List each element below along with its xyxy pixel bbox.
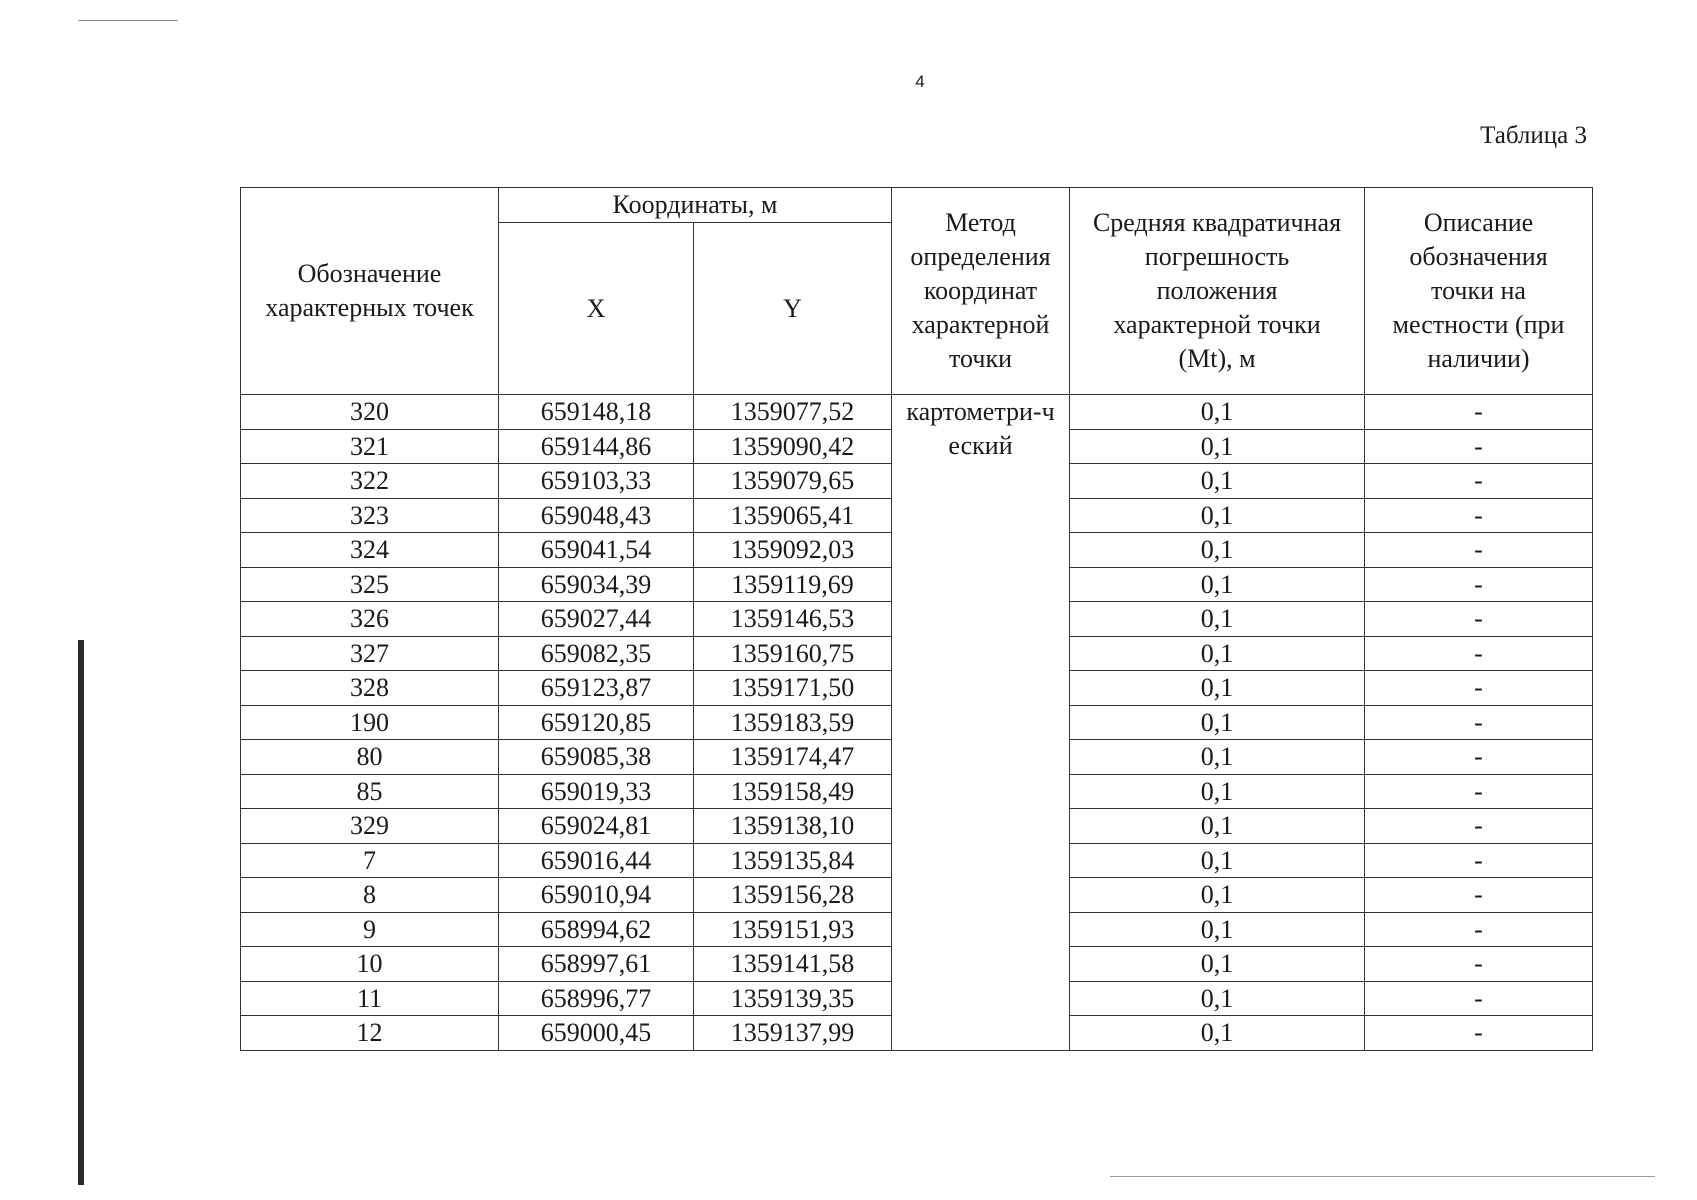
cell-mt: 0,1 xyxy=(1070,1016,1365,1051)
cell-point: 190 xyxy=(241,705,499,740)
cell-point: 320 xyxy=(241,395,499,430)
cell-y: 1359137,99 xyxy=(694,1016,892,1051)
header-mean-square-error-text: Средняя квадратичная погрешность положения характерной точки (Mt), м xyxy=(1092,208,1342,373)
header-coordinates-text: Координаты, м xyxy=(612,190,778,219)
cell-y: 1359158,49 xyxy=(694,774,892,809)
cell-y: 1359174,47 xyxy=(694,740,892,775)
cell-mt: 0,1 xyxy=(1070,533,1365,568)
table-caption: Таблица 3 xyxy=(1480,122,1587,149)
cell-y: 1359065,41 xyxy=(694,498,892,533)
cell-desc: - xyxy=(1365,947,1593,982)
cell-x: 659000,45 xyxy=(499,1016,694,1051)
header-method xyxy=(892,188,1070,395)
cell-y: 1359139,35 xyxy=(694,981,892,1016)
cell-mt: 0,1 xyxy=(1070,947,1365,982)
cell-y: 1359090,42 xyxy=(694,429,892,464)
cell-mt: 0,1 xyxy=(1070,429,1365,464)
cell-point: 85 xyxy=(241,774,499,809)
cell-x: 659019,33 xyxy=(499,774,694,809)
cell-mt: 0,1 xyxy=(1070,636,1365,671)
cell-mt: 0,1 xyxy=(1070,740,1365,775)
cell-point: 327 xyxy=(241,636,499,671)
cell-point: 324 xyxy=(241,533,499,568)
header-point-designation-text: Обозначение характерных точек xyxy=(265,259,474,322)
cell-x: 659016,44 xyxy=(499,843,694,878)
cell-y: 1359151,93 xyxy=(694,912,892,947)
cell-mt: 0,1 xyxy=(1070,567,1365,602)
cell-point: 10 xyxy=(241,947,499,982)
scan-artifact-left-edge xyxy=(78,640,84,1185)
cell-y: 1359160,75 xyxy=(694,636,892,671)
cell-desc: - xyxy=(1365,533,1593,568)
cell-point: 329 xyxy=(241,809,499,844)
cell-desc: - xyxy=(1365,464,1593,499)
cell-y: 1359135,84 xyxy=(694,843,892,878)
cell-point: 325 xyxy=(241,567,499,602)
header-y-text: Y xyxy=(783,293,802,323)
header-method-text: Метод определения координат характерной точки xyxy=(910,208,1051,373)
cell-point: 11 xyxy=(241,981,499,1016)
cell-desc: - xyxy=(1365,602,1593,637)
cell-mt: 0,1 xyxy=(1070,981,1365,1016)
cell-method xyxy=(892,395,1070,1051)
cell-y: 1359079,65 xyxy=(694,464,892,499)
cell-mt: 0,1 xyxy=(1070,774,1365,809)
cell-y: 1359119,69 xyxy=(694,567,892,602)
cell-mt: 0,1 xyxy=(1070,602,1365,637)
header-y xyxy=(694,223,892,395)
cell-desc: - xyxy=(1365,1016,1593,1051)
header-coordinates xyxy=(499,188,892,223)
cell-x: 659027,44 xyxy=(499,602,694,637)
header-mean-square-error xyxy=(1070,188,1365,395)
page-number: 4 xyxy=(915,72,925,91)
cell-desc: - xyxy=(1365,498,1593,533)
cell-x: 659120,85 xyxy=(499,705,694,740)
cell-x: 659144,86 xyxy=(499,429,694,464)
cell-desc: - xyxy=(1365,705,1593,740)
coordinates-table xyxy=(240,187,1593,1051)
cell-desc: - xyxy=(1365,981,1593,1016)
cell-x: 658997,61 xyxy=(499,947,694,982)
cell-mt: 0,1 xyxy=(1070,843,1365,878)
cell-point: 328 xyxy=(241,671,499,706)
cell-mt: 0,1 xyxy=(1070,671,1365,706)
cell-mt: 0,1 xyxy=(1070,464,1365,499)
cell-x: 659034,39 xyxy=(499,567,694,602)
cell-y: 1359146,53 xyxy=(694,602,892,637)
cell-mt: 0,1 xyxy=(1070,705,1365,740)
cell-point: 7 xyxy=(241,843,499,878)
cell-point: 12 xyxy=(241,1016,499,1051)
cell-desc: - xyxy=(1365,671,1593,706)
cell-desc: - xyxy=(1365,878,1593,913)
cell-x: 659041,54 xyxy=(499,533,694,568)
cell-y: 1359077,52 xyxy=(694,395,892,430)
cell-desc: - xyxy=(1365,636,1593,671)
header-x xyxy=(499,223,694,395)
cell-mt: 0,1 xyxy=(1070,809,1365,844)
header-description-text: Описание обозначения точки на местности (при наличии) xyxy=(1392,208,1565,373)
cell-mt: 0,1 xyxy=(1070,395,1365,430)
cell-point: 322 xyxy=(241,464,499,499)
header-description xyxy=(1365,188,1593,395)
cell-desc: - xyxy=(1365,395,1593,430)
method-text: картометри-ческий xyxy=(906,397,1055,460)
cell-mt: 0,1 xyxy=(1070,498,1365,533)
cell-point: 80 xyxy=(241,740,499,775)
cell-mt: 0,1 xyxy=(1070,912,1365,947)
cell-desc: - xyxy=(1365,912,1593,947)
cell-x: 659103,33 xyxy=(499,464,694,499)
cell-y: 1359156,28 xyxy=(694,878,892,913)
cell-point: 8 xyxy=(241,878,499,913)
cell-x: 659048,43 xyxy=(499,498,694,533)
cell-x: 658996,77 xyxy=(499,981,694,1016)
header-point-designation xyxy=(241,188,499,395)
cell-desc: - xyxy=(1365,774,1593,809)
cell-y: 1359138,10 xyxy=(694,809,892,844)
cell-desc: - xyxy=(1365,809,1593,844)
header-x-text: X xyxy=(586,293,606,323)
cell-x: 659024,81 xyxy=(499,809,694,844)
cell-y: 1359141,58 xyxy=(694,947,892,982)
cell-point: 9 xyxy=(241,912,499,947)
scan-artifact-top-line xyxy=(78,20,178,21)
cell-y: 1359183,59 xyxy=(694,705,892,740)
cell-x: 659082,35 xyxy=(499,636,694,671)
cell-desc: - xyxy=(1365,843,1593,878)
cell-point: 326 xyxy=(241,602,499,637)
cell-point: 321 xyxy=(241,429,499,464)
cell-y: 1359171,50 xyxy=(694,671,892,706)
table-row xyxy=(241,395,1593,430)
cell-x: 659010,94 xyxy=(499,878,694,913)
cell-desc: - xyxy=(1365,429,1593,464)
cell-x: 659148,18 xyxy=(499,395,694,430)
cell-x: 659123,87 xyxy=(499,671,694,706)
cell-y: 1359092,03 xyxy=(694,533,892,568)
cell-mt: 0,1 xyxy=(1070,878,1365,913)
cell-x: 659085,38 xyxy=(499,740,694,775)
cell-desc: - xyxy=(1365,740,1593,775)
cell-desc: - xyxy=(1365,567,1593,602)
cell-point: 323 xyxy=(241,498,499,533)
scan-artifact-bottom-line xyxy=(1110,1176,1655,1177)
cell-x: 658994,62 xyxy=(499,912,694,947)
